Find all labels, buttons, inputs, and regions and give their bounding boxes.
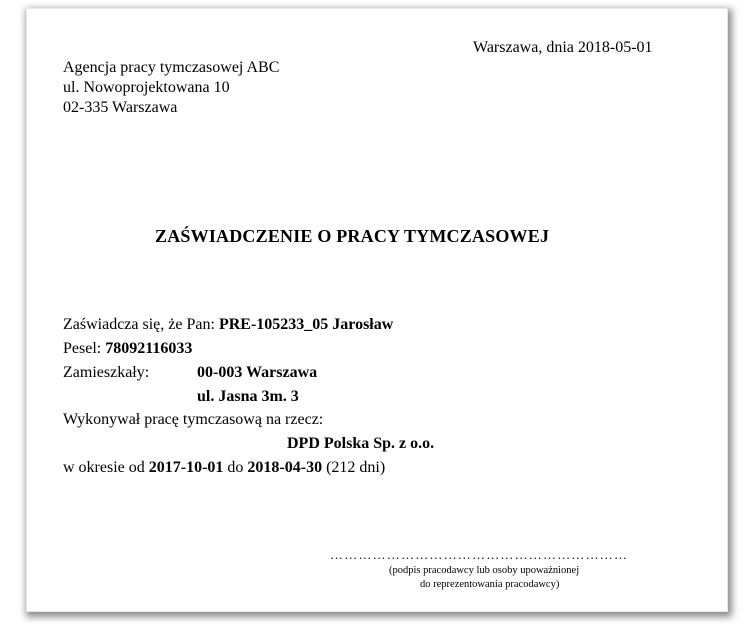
agency-street: ul. Nowoprojektowana 10 — [63, 79, 230, 96]
worker-name: PRE-105233_05 Jarosław — [218, 316, 394, 333]
signature-caption-line1: (podpis pracodawcy lub osoby upoważnionej — [389, 565, 580, 576]
period-line — [63, 458, 385, 478]
date-from: 2017-10-01 — [148, 459, 224, 476]
certifies-prefix: Zaświadcza się, że Pan: — [63, 316, 219, 333]
period-days: (212 dni) — [322, 459, 386, 476]
signature-caption-line2: do reprezentowania pracodawcy) — [420, 579, 560, 590]
period-prefix: w okresie od — [63, 459, 149, 476]
worker-line — [63, 315, 393, 335]
residence-street: ul. Jasna 3m. 3 — [197, 388, 299, 405]
pesel-label: Pesel: — [63, 340, 106, 357]
place-date: Warszawa, dnia 2018-05-01 — [473, 39, 653, 56]
document-page — [26, 8, 728, 612]
signature-line: ……………………………………………………… — [330, 547, 629, 562]
residence-label: Zamieszkały: — [63, 364, 150, 381]
employer-name: DPD Polska Sp. z o.o. — [287, 435, 435, 452]
pesel-line — [63, 339, 192, 359]
document-title: ZAŚWIADCZENIE O PRACY TYMCZASOWEJ — [155, 226, 550, 246]
worked-for-label: Wykonywał pracę tymczasową na rzecz: — [63, 411, 324, 428]
date-to: 2018-04-30 — [247, 459, 323, 476]
agency-postal-city: 02-335 Warszawa — [63, 99, 178, 116]
agency-name: Agencja pracy tymczasowej ABC — [63, 59, 280, 76]
pesel-value: 78092116033 — [105, 340, 193, 357]
period-middle: do — [223, 459, 248, 476]
residence-city: 00-003 Warszawa — [197, 364, 318, 381]
